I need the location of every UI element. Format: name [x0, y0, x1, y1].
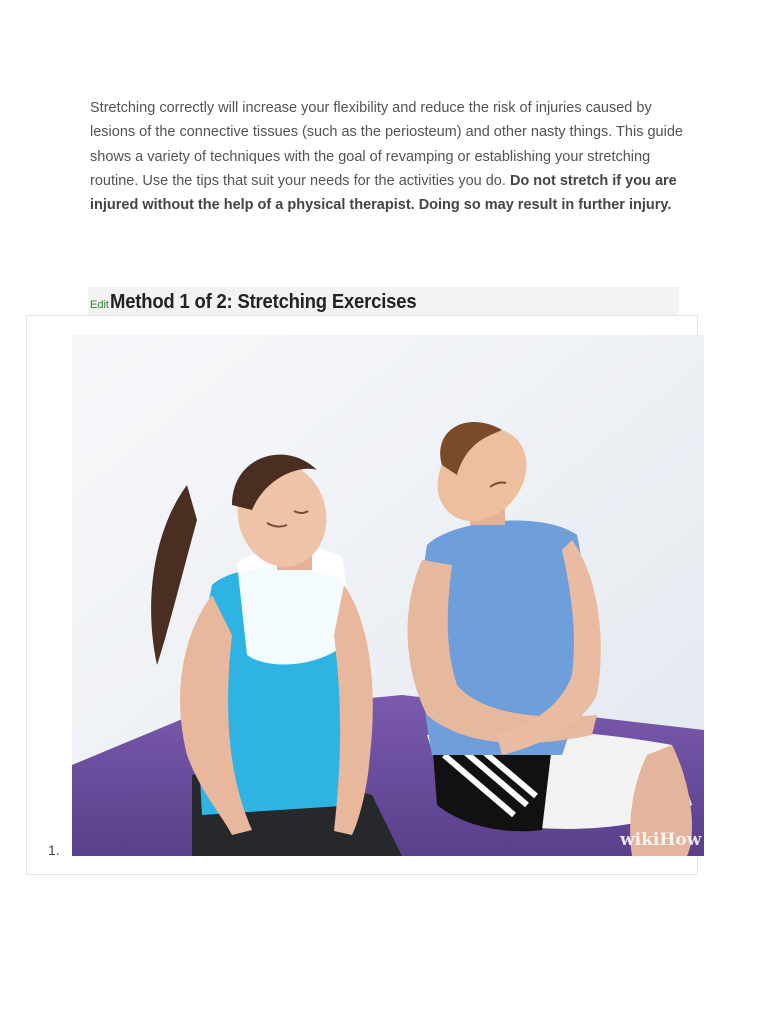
intro-paragraph [90, 96, 686, 217]
method-title: Method 1 of 2: Stretching Exercises [110, 290, 417, 313]
step-image [72, 335, 704, 856]
wikihow-watermark: wikiHow [620, 830, 702, 850]
edit-link[interactable]: Edit [90, 299, 109, 311]
intro-warning: Do not stretch if you are injured without the help of a physical therapist. Doing so may result in further injury. [90, 172, 677, 214]
intro-text: Stretching correctly will increase your flexibility and reduce the risk of injuries caused by lesions of the connective tissues (such as the periosteum) and other nasty things. This guide shows a variety of techniques with the goal of revamping or establishing your stretching routine. Use the tips that suit your needs for the activities you do. [90, 100, 683, 189]
step-number: 1. [48, 842, 60, 858]
stretching-photo [72, 335, 704, 856]
